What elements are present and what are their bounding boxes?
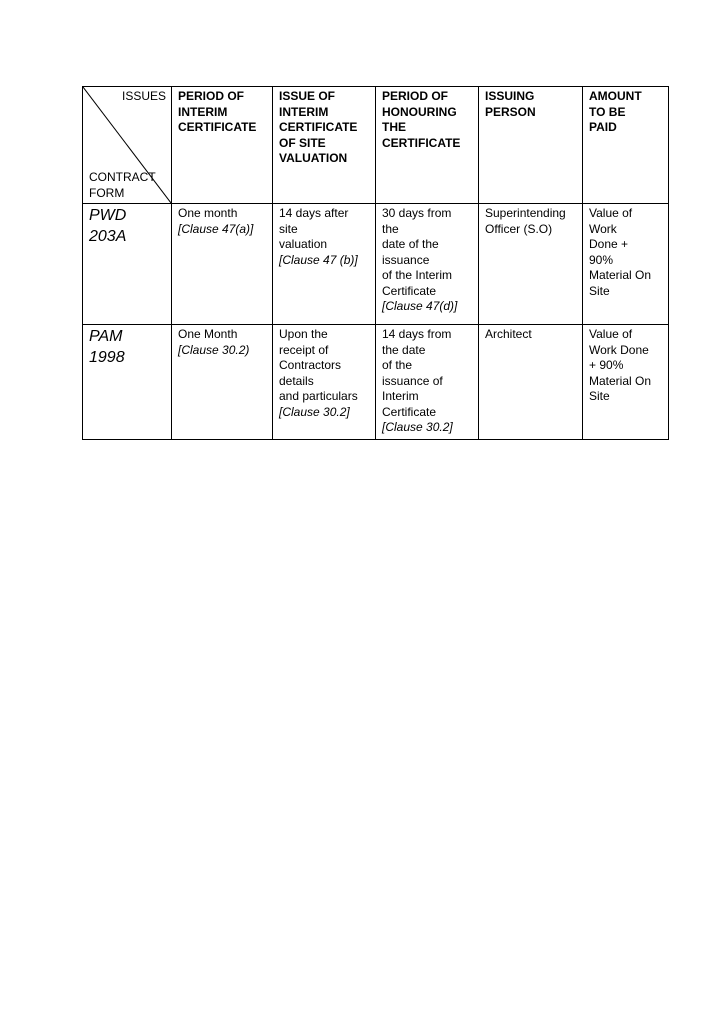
header-line: AMOUNT: [589, 89, 642, 103]
cell-line: 30 days from: [382, 206, 452, 220]
cell-line: the: [382, 221, 399, 236]
header-line: HONOURING: [382, 104, 457, 119]
form-line: PAM: [89, 328, 123, 345]
clause-reference: [Clause 30.2]: [382, 420, 453, 434]
cell-line: 14 days from: [382, 327, 452, 341]
cell-line: Contractors: [279, 358, 342, 372]
header-row: [83, 87, 669, 204]
cell-line: One month: [178, 206, 238, 220]
header-line: VALUATION: [279, 151, 348, 165]
cell-line: + 90%: [589, 358, 624, 372]
amount-to-be-paid-cell: [583, 204, 669, 325]
corner-header-cell: [83, 87, 172, 204]
header-line: TO BE: [589, 104, 626, 119]
header-line: PERIOD OF: [178, 89, 245, 103]
cell-line: Value of: [589, 206, 633, 220]
issue-of-interim-cell: [273, 204, 376, 325]
cell-line: Work: [589, 221, 617, 236]
interim-certificate-comparison-table: [82, 86, 669, 440]
cell-line: Architect: [485, 327, 532, 341]
cell-line: Site: [589, 283, 610, 298]
cell-line: of the Interim: [382, 268, 453, 282]
header-line: INTERIM: [178, 104, 228, 119]
header-line: CERTIFICATE: [382, 135, 461, 150]
header-line: CERTIFICATE: [178, 120, 257, 134]
cell-line: 90%: [589, 252, 614, 267]
issue-of-interim-cell: [273, 325, 376, 440]
header-line: OF SITE: [279, 135, 326, 150]
clause-reference: [Clause 30.2]: [279, 404, 350, 419]
form-line: 1998: [89, 349, 125, 366]
issuing-person-cell: [479, 204, 583, 325]
cell-line: Superintending: [485, 206, 566, 220]
cell-line: and particulars: [279, 389, 358, 403]
cell-line: the date: [382, 342, 426, 357]
cell-line: Site: [589, 389, 610, 403]
header-period-of-honouring: [376, 87, 479, 204]
contract-label: CONTRACT: [89, 170, 156, 184]
cell-line: receipt of: [279, 342, 329, 357]
table-row-pwd-203a: [83, 204, 669, 325]
cell-line: date of the: [382, 237, 439, 251]
header-line: PERSON: [485, 104, 536, 119]
cell-line: Material On: [589, 373, 652, 388]
cell-line: Certificate: [382, 283, 437, 298]
contract-form-label: [89, 170, 156, 201]
period-of-honouring-cell: [376, 325, 479, 440]
clause-reference: [Clause 30.2): [178, 342, 250, 357]
cell-line: Material On: [589, 268, 652, 282]
form-label: FORM: [89, 185, 125, 200]
clause-reference: [Clause 47(a)]: [178, 221, 254, 236]
period-of-honouring-cell: [376, 204, 479, 325]
header-issuing-person: [479, 87, 583, 204]
header-line: CERTIFICATE: [279, 120, 358, 134]
header-amount-to-be-paid: [583, 87, 669, 204]
cell-line: Done +: [589, 237, 629, 251]
header-line: PAID: [589, 120, 617, 134]
cell-line: valuation: [279, 237, 328, 251]
contract-form-cell: [83, 204, 172, 325]
header-line: INTERIM: [279, 104, 329, 119]
cell-line: Certificate: [382, 404, 437, 419]
amount-to-be-paid-cell: [583, 325, 669, 440]
cell-line: Officer (S.O): [485, 221, 553, 236]
issues-label: ISSUES: [121, 89, 166, 103]
cell-line: 14 days after: [279, 206, 349, 220]
cell-line: issuance of: [382, 373, 443, 388]
cell-line: Interim: [382, 389, 419, 403]
cell-line: site: [279, 221, 298, 236]
form-line: 203A: [89, 228, 127, 245]
header-line: THE: [382, 120, 406, 134]
header-issue-of-interim-certificate: [273, 87, 376, 204]
period-of-interim-cell: [172, 204, 273, 325]
clause-reference: [Clause 47(d)]: [382, 299, 458, 313]
cell-line: Value of: [589, 327, 633, 341]
cell-line: details: [279, 373, 314, 388]
cell-line: issuance: [382, 252, 430, 267]
header-line: ISSUE OF: [279, 89, 336, 103]
issuing-person-cell: [479, 325, 583, 440]
header-period-of-interim-certificate: [172, 87, 273, 204]
header-line: ISSUING: [485, 89, 535, 103]
clause-reference: [Clause 47 (b)]: [279, 252, 358, 267]
contract-form-cell: [83, 325, 172, 440]
cell-line: Work Done: [589, 342, 649, 357]
period-of-interim-cell: [172, 325, 273, 440]
cell-line: of the: [382, 358, 413, 372]
header-line: PERIOD OF: [382, 89, 449, 103]
table-row-pam-1998: [83, 325, 669, 440]
cell-line: Upon the: [279, 327, 328, 341]
cell-line: One Month: [178, 327, 238, 341]
form-line: PWD: [89, 207, 127, 224]
